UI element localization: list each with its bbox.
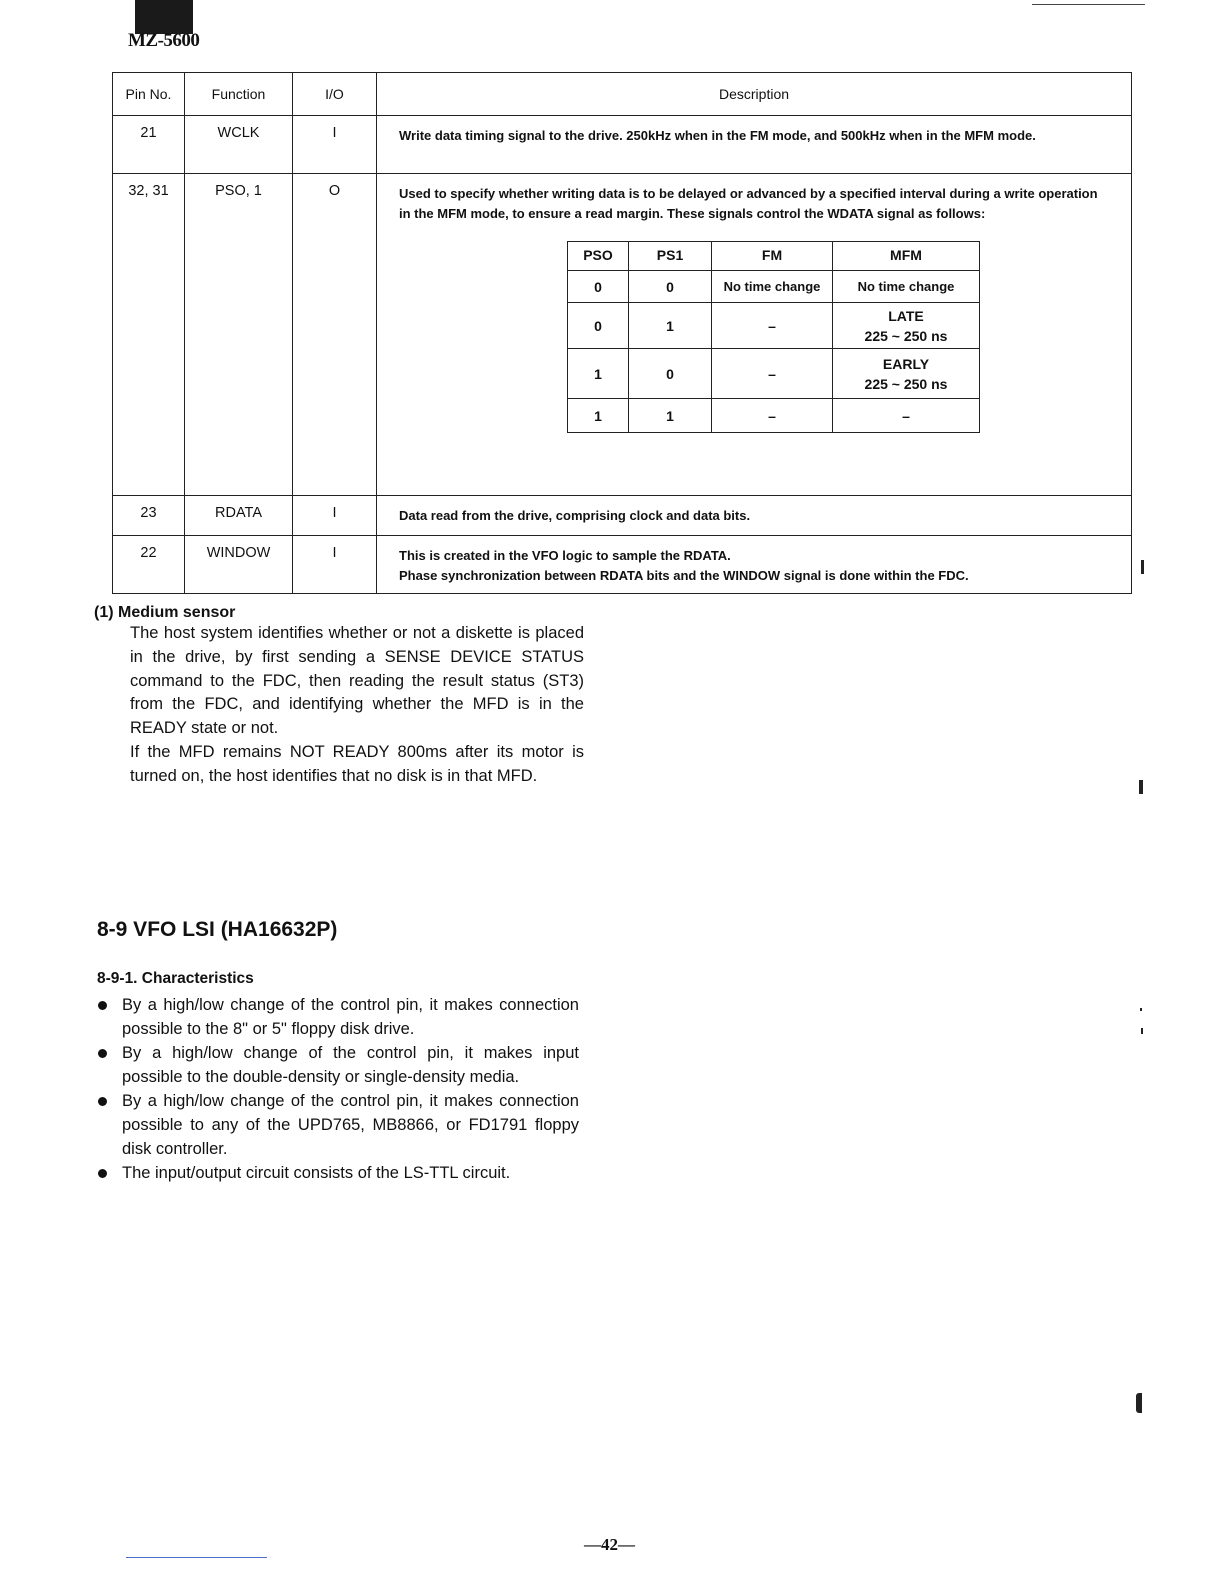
io-cell: I — [293, 496, 377, 536]
bullet-icon — [98, 1001, 107, 1010]
mfm-label: LATE — [888, 307, 924, 324]
table-row — [113, 536, 1132, 594]
list-item-text: By a high/low change of the control pin, it makes connection possible to any of the UPD765, MB8866, or FD1791 floppy disk controller. — [122, 1092, 579, 1158]
ps-table-wrap — [399, 223, 1109, 493]
mfm-cell — [833, 303, 980, 349]
fm-cell: – — [712, 399, 833, 433]
ps0-cell: 0 — [568, 303, 629, 349]
io-cell: I — [293, 116, 377, 174]
description-line: Phase synchronization between RDATA bits and the WINDOW signal is done within the FDC. — [399, 567, 969, 583]
ps-row — [568, 399, 980, 433]
ps-header-mfm: MFM — [833, 242, 980, 271]
mfm-cell: No time change — [833, 271, 980, 303]
fm-cell: – — [712, 303, 833, 349]
ps1-cell: 1 — [629, 303, 712, 349]
header-pin: Pin No. — [113, 73, 185, 116]
subsection-title: 8-9-1. Characteristics — [97, 970, 254, 987]
header-description: Description — [377, 73, 1132, 116]
list-item — [97, 1161, 579, 1185]
bullet-icon — [98, 1169, 107, 1178]
mfm-label: EARLY — [882, 355, 930, 372]
pin-cell: 23 — [113, 496, 185, 536]
scan-mark — [1140, 1008, 1142, 1011]
pin-table — [112, 72, 1132, 594]
header-black-block — [135, 0, 193, 34]
list-item — [97, 1041, 579, 1089]
ps-table-header-row — [568, 242, 980, 271]
io-cell: I — [293, 536, 377, 594]
medium-sensor-paragraph: The host system identifies whether or not a diskette is placed in the drive, by first sending a SENSE DEVICE STATUS command to the FDC, then reading the result status (ST3) from the FDC, and identifying whether the MFD is in the READY state or not. — [130, 624, 584, 738]
mfm-timing: 225 ~ 250 ns — [864, 375, 948, 392]
table-row — [113, 496, 1132, 536]
scan-mark — [1141, 560, 1144, 574]
header-io: I/O — [293, 73, 377, 116]
ps1-cell: 0 — [629, 271, 712, 303]
list-item — [97, 993, 579, 1041]
description-text: Used to specify whether writing data is to be delayed or advanced by a specified interval during a write operation in the MFM mode, to ensure a read margin. These signals control the WDATA signal as follows: — [399, 186, 1098, 221]
description-cell — [377, 174, 1132, 496]
header-function: Function — [185, 73, 293, 116]
ps-row — [568, 349, 980, 399]
medium-sensor-section — [94, 604, 584, 789]
description-cell: Write data timing signal to the drive. 250kHz when in the FM mode, and 500kHz when in the MFM mode. — [377, 116, 1132, 174]
scan-mark — [1141, 1028, 1143, 1034]
model-label: MZ-5600 — [128, 30, 200, 51]
pin-cell: 32, 31 — [113, 174, 185, 496]
pin-cell: 22 — [113, 536, 185, 594]
ps0-cell: 1 — [568, 399, 629, 433]
bottom-rule — [126, 1557, 267, 1558]
ps-table — [567, 241, 980, 433]
bullet-icon — [98, 1097, 107, 1106]
ps0-cell: 1 — [568, 349, 629, 399]
ps-row — [568, 271, 980, 303]
function-cell: PSO, 1 — [185, 174, 293, 496]
pin-table-header-row — [113, 73, 1132, 116]
mfm-timing: 225 ~ 250 ns — [864, 327, 948, 344]
fm-cell: – — [712, 349, 833, 399]
list-item-text: By a high/low change of the control pin, it makes input possible to the double-density or single-density media. — [122, 1044, 579, 1086]
scan-mark — [1139, 780, 1143, 794]
medium-sensor-paragraph: If the MFD remains NOT READY 800ms after its motor is turned on, the host identifies that no disk is in that MFD. — [130, 742, 584, 785]
ps-header-ps1: PS1 — [629, 242, 712, 271]
function-cell: WINDOW — [185, 536, 293, 594]
description-cell: Data read from the drive, comprising clock and data bits. — [377, 496, 1132, 536]
page-number: —42— — [584, 1535, 635, 1554]
fm-cell: No time change — [712, 271, 833, 303]
characteristics-list — [97, 993, 579, 1185]
medium-sensor-heading: (1) Medium sensor — [94, 604, 236, 621]
ps-header-fm: FM — [712, 242, 833, 271]
list-item — [97, 1089, 579, 1161]
pin-cell: 21 — [113, 116, 185, 174]
function-cell: WCLK — [185, 116, 293, 174]
list-item-text: By a high/low change of the control pin, it makes connection possible to the 8" or 5" floppy disk drive. — [122, 996, 579, 1038]
description-line: This is created in the VFO logic to sample the RDATA. — [399, 548, 731, 563]
io-cell: O — [293, 174, 377, 496]
scan-mark — [1136, 1393, 1142, 1413]
list-item-text: The input/output circuit consists of the LS-TTL circuit. — [122, 1164, 511, 1182]
ps1-cell: 1 — [629, 399, 712, 433]
description-cell — [377, 536, 1132, 594]
section-title: 8-9 VFO LSI (HA16632P) — [97, 918, 338, 941]
mfm-cell — [833, 349, 980, 399]
bullet-icon — [98, 1049, 107, 1058]
ps-header-ps0: PSO — [568, 242, 629, 271]
mfm-cell: – — [833, 399, 980, 433]
top-rule — [1032, 4, 1145, 5]
ps0-cell: 0 — [568, 271, 629, 303]
ps-row — [568, 303, 980, 349]
function-cell: RDATA — [185, 496, 293, 536]
ps1-cell: 0 — [629, 349, 712, 399]
table-row — [113, 116, 1132, 174]
table-row — [113, 174, 1132, 496]
